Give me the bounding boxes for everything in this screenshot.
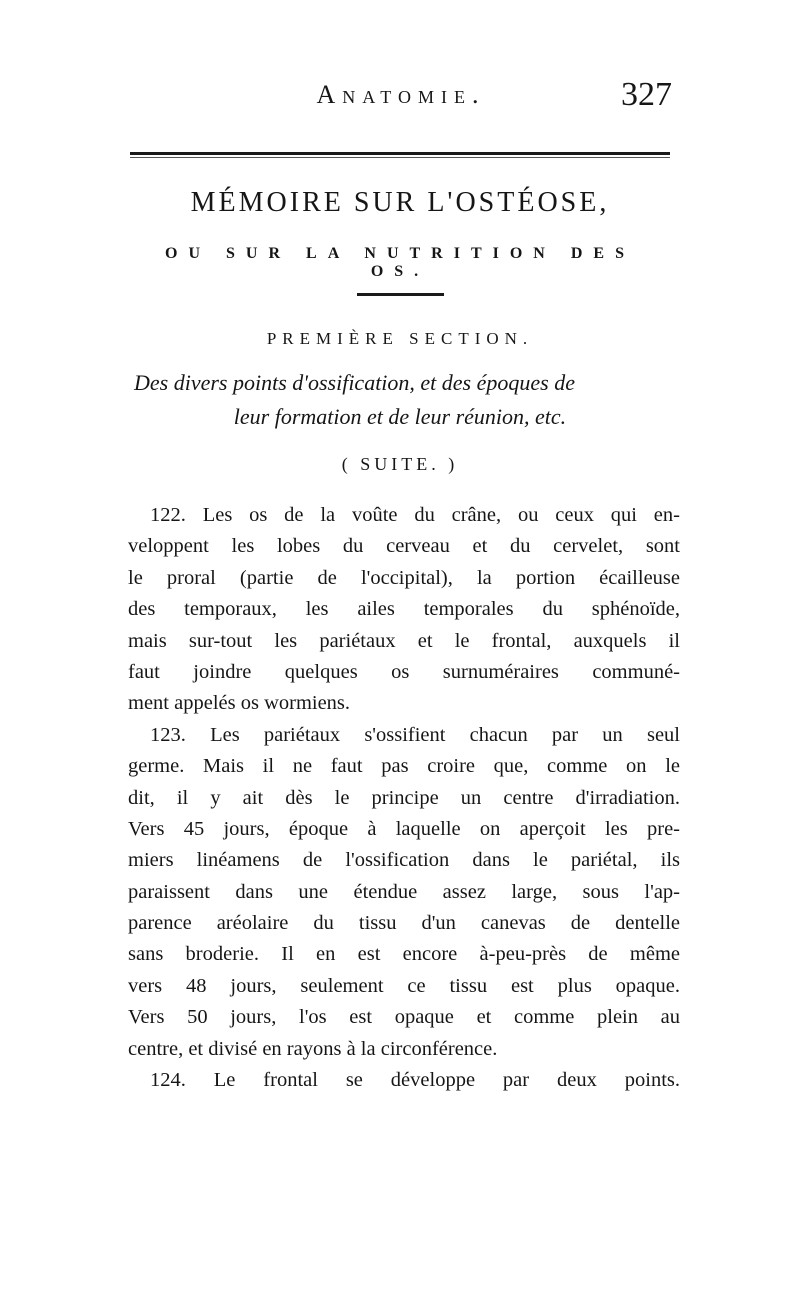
section-description xyxy=(130,366,680,434)
suite-label: ( SUITE. ) xyxy=(341,454,459,474)
text-line: miers linéamens de l'ossification dans le pariétal, ils xyxy=(128,849,680,872)
section-description-line: Des divers points d'ossification, et des époques de xyxy=(134,370,575,395)
running-head xyxy=(130,76,672,126)
text-line: Vers 50 jours, l'os est opaque et comme plein au xyxy=(128,1006,680,1029)
body-text xyxy=(128,500,680,1096)
text-line: 124. Le frontal se développe par deux points. xyxy=(150,1069,680,1092)
text-line: germe. Mais il ne faut pas croire que, comme on le xyxy=(128,755,680,778)
text-line: ment appelés os wormiens. xyxy=(128,692,351,715)
text-line: parence aréolaire du tissu d'un canevas de dentelle xyxy=(128,912,680,935)
text-line: 122. Les os de la voûte du crâne, ou ceux qui en- xyxy=(150,504,680,526)
text-line: faut joindre quelques os surnuméraires communé- xyxy=(128,660,680,683)
title-divider xyxy=(357,293,444,296)
page-number: 327 xyxy=(621,76,672,113)
text-line: dit, il y ait dès le principe un centre d'irradiation. xyxy=(128,786,680,809)
memoir-title: MÉMOIRE SUR L'OSTÉOSE, xyxy=(190,187,610,218)
text-line: veloppent les lobes du cerveau et du cervelet, sont xyxy=(128,535,680,558)
text-line: centre, et divisé en rayons à la circonférence. xyxy=(128,1037,498,1060)
memoir-subtitle: OU SUR LA NUTRITION DES OS. xyxy=(165,245,635,280)
section-description-line: leur formation et de leur réunion, etc. xyxy=(233,404,567,429)
text-line: Vers 45 jours, époque à laquelle on aperçoit les pre- xyxy=(128,817,680,840)
text-line: vers 48 jours, seulement ce tissu est plus opaque. xyxy=(128,974,680,997)
text-line: paraissent dans une étendue assez large, sous l'ap- xyxy=(128,880,680,903)
section-title: PREMIÈRE SECTION. xyxy=(266,329,534,348)
text-line: mais sur-tout les pariétaux et le frontal, auxquels il xyxy=(128,629,680,652)
text-line: des temporaux, les ailes temporales du sphénoïde, xyxy=(128,598,680,621)
header-double-rule xyxy=(130,152,670,155)
text-line: 123. Les pariétaux s'ossifient chacun par un seul xyxy=(150,723,680,746)
text-line: sans broderie. Il en est encore à-peu-près de même xyxy=(128,943,680,966)
running-head-title: Anatomie. xyxy=(316,80,486,109)
text-line: le proral (partie de l'occipital), la portion écailleuse xyxy=(128,566,680,589)
